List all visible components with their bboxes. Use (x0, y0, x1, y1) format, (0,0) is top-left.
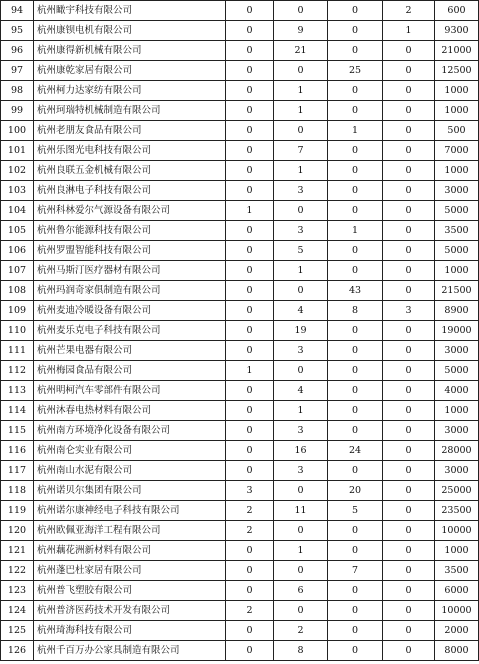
total-amount-cell: 2000 (435, 621, 479, 641)
count-c-cell: 25 (328, 61, 383, 81)
table-row (1, 401, 479, 421)
count-a-cell: 0 (226, 141, 274, 161)
count-d-cell: 0 (383, 441, 435, 461)
total-amount-cell: 600 (435, 1, 479, 21)
count-c-cell: 0 (328, 601, 383, 621)
count-a-cell: 0 (226, 121, 274, 141)
company-name-cell: 杭州罗盟智能科技有限公司 (34, 241, 226, 261)
count-b-cell: 0 (274, 61, 328, 81)
count-b-cell: 1 (274, 101, 328, 121)
count-c-cell: 0 (328, 361, 383, 381)
table-row (1, 241, 479, 261)
company-name-cell: 杭州普飞塑胶有限公司 (34, 581, 226, 601)
count-d-cell: 1 (383, 21, 435, 41)
table-row (1, 101, 479, 121)
count-d-cell: 0 (383, 501, 435, 521)
count-c-cell: 0 (328, 321, 383, 341)
count-d-cell: 0 (383, 61, 435, 81)
count-a-cell: 0 (226, 641, 274, 661)
count-a-cell: 0 (226, 181, 274, 201)
count-d-cell: 0 (383, 381, 435, 401)
row-number-cell: 122 (1, 561, 34, 581)
table-row (1, 641, 479, 661)
count-b-cell: 1 (274, 401, 328, 421)
table-row (1, 461, 479, 481)
count-b-cell: 3 (274, 421, 328, 441)
count-b-cell: 0 (274, 561, 328, 581)
count-a-cell: 0 (226, 461, 274, 481)
company-name-cell: 杭州乐图光电科技有限公司 (34, 141, 226, 161)
table-row (1, 161, 479, 181)
total-amount-cell: 25000 (435, 481, 479, 501)
total-amount-cell: 10000 (435, 601, 479, 621)
count-c-cell: 7 (328, 561, 383, 581)
row-number-cell: 124 (1, 601, 34, 621)
table-row (1, 61, 479, 81)
company-name-cell: 杭州康钡电机有限公司 (34, 21, 226, 41)
company-name-cell: 杭州康得新机械有限公司 (34, 41, 226, 61)
company-name-cell: 杭州柯力达家纺有限公司 (34, 81, 226, 101)
total-amount-cell: 3000 (435, 421, 479, 441)
table-row (1, 41, 479, 61)
count-a-cell: 0 (226, 341, 274, 361)
count-b-cell: 3 (274, 181, 328, 201)
total-amount-cell: 3000 (435, 461, 479, 481)
count-a-cell: 0 (226, 401, 274, 421)
row-number-cell: 116 (1, 441, 34, 461)
company-name-cell: 杭州南方环境净化设备有限公司 (34, 421, 226, 441)
count-b-cell: 11 (274, 501, 328, 521)
count-a-cell: 0 (226, 581, 274, 601)
count-c-cell: 0 (328, 1, 383, 21)
company-name-cell: 杭州老朋友食品有限公司 (34, 121, 226, 141)
total-amount-cell: 4000 (435, 381, 479, 401)
row-number-cell: 105 (1, 221, 34, 241)
count-a-cell: 3 (226, 481, 274, 501)
count-d-cell: 3 (383, 301, 435, 321)
row-number-cell: 108 (1, 281, 34, 301)
row-number-cell: 114 (1, 401, 34, 421)
table-row (1, 221, 479, 241)
table-row (1, 181, 479, 201)
row-number-cell: 103 (1, 181, 34, 201)
count-c-cell: 0 (328, 581, 383, 601)
total-amount-cell: 21000 (435, 41, 479, 61)
count-c-cell: 0 (328, 401, 383, 421)
company-name-cell: 杭州珂瑞特机械制造有限公司 (34, 101, 226, 121)
table-row (1, 281, 479, 301)
count-a-cell: 0 (226, 241, 274, 261)
total-amount-cell: 1000 (435, 401, 479, 421)
row-number-cell: 110 (1, 321, 34, 341)
table-row (1, 581, 479, 601)
count-c-cell: 0 (328, 521, 383, 541)
company-name-cell: 杭州芒果电器有限公司 (34, 341, 226, 361)
company-name-cell: 杭州南山水泥有限公司 (34, 461, 226, 481)
count-b-cell: 0 (274, 601, 328, 621)
count-b-cell: 3 (274, 461, 328, 481)
count-c-cell: 0 (328, 161, 383, 181)
count-b-cell: 1 (274, 261, 328, 281)
count-d-cell: 0 (383, 401, 435, 421)
count-c-cell: 0 (328, 181, 383, 201)
count-c-cell: 1 (328, 221, 383, 241)
table-row (1, 1, 479, 21)
count-d-cell: 0 (383, 461, 435, 481)
count-a-cell: 1 (226, 201, 274, 221)
company-name-cell: 杭州藕花洲新材料有限公司 (34, 541, 226, 561)
company-name-cell: 杭州梅园食品有限公司 (34, 361, 226, 381)
count-b-cell: 21 (274, 41, 328, 61)
count-c-cell: 0 (328, 261, 383, 281)
table-row (1, 521, 479, 541)
company-name-cell: 杭州鲁尔能源科技有限公司 (34, 221, 226, 241)
count-d-cell: 0 (383, 261, 435, 281)
total-amount-cell: 21500 (435, 281, 479, 301)
table-row (1, 81, 479, 101)
row-number-cell: 117 (1, 461, 34, 481)
row-number-cell: 96 (1, 41, 34, 61)
total-amount-cell: 5000 (435, 201, 479, 221)
count-d-cell: 0 (383, 181, 435, 201)
row-number-cell: 101 (1, 141, 34, 161)
count-a-cell: 2 (226, 601, 274, 621)
row-number-cell: 123 (1, 581, 34, 601)
company-name-cell: 杭州千百万办公家具制造有限公司 (34, 641, 226, 661)
table-row (1, 201, 479, 221)
total-amount-cell: 1000 (435, 541, 479, 561)
row-number-cell: 115 (1, 421, 34, 441)
table-row (1, 481, 479, 501)
count-d-cell: 0 (383, 81, 435, 101)
count-d-cell: 0 (383, 621, 435, 641)
count-a-cell: 0 (226, 321, 274, 341)
count-c-cell: 8 (328, 301, 383, 321)
count-a-cell: 0 (226, 261, 274, 281)
count-d-cell: 0 (383, 521, 435, 541)
count-d-cell: 0 (383, 101, 435, 121)
table-row (1, 21, 479, 41)
count-d-cell: 0 (383, 241, 435, 261)
row-number-cell: 97 (1, 61, 34, 81)
count-d-cell: 2 (383, 1, 435, 21)
count-b-cell: 0 (274, 361, 328, 381)
count-a-cell: 0 (226, 421, 274, 441)
total-amount-cell: 1000 (435, 161, 479, 181)
count-c-cell: 0 (328, 81, 383, 101)
count-c-cell: 0 (328, 201, 383, 221)
company-name-cell: 杭州马斯汀医疗器材有限公司 (34, 261, 226, 281)
company-name-cell: 杭州南仑实业有限公司 (34, 441, 226, 461)
count-c-cell: 0 (328, 621, 383, 641)
count-c-cell: 0 (328, 541, 383, 561)
total-amount-cell: 1000 (435, 261, 479, 281)
count-c-cell: 1 (328, 121, 383, 141)
count-d-cell: 0 (383, 541, 435, 561)
row-number-cell: 102 (1, 161, 34, 181)
count-d-cell: 0 (383, 581, 435, 601)
company-name-cell: 杭州麦乐克电子科技有限公司 (34, 321, 226, 341)
company-name-cell: 杭州科林爱尔气源设备有限公司 (34, 201, 226, 221)
count-b-cell: 5 (274, 241, 328, 261)
table-body (1, 1, 479, 661)
count-b-cell: 4 (274, 301, 328, 321)
count-b-cell: 1 (274, 161, 328, 181)
count-c-cell: 0 (328, 21, 383, 41)
count-b-cell: 0 (274, 201, 328, 221)
company-name-cell: 杭州康乾家居有限公司 (34, 61, 226, 81)
count-a-cell: 0 (226, 1, 274, 21)
company-name-cell: 杭州良淋电子科技有限公司 (34, 181, 226, 201)
total-amount-cell: 10000 (435, 521, 479, 541)
total-amount-cell: 6000 (435, 581, 479, 601)
count-d-cell: 0 (383, 321, 435, 341)
count-c-cell: 0 (328, 421, 383, 441)
count-c-cell: 43 (328, 281, 383, 301)
count-b-cell: 0 (274, 281, 328, 301)
table-row (1, 421, 479, 441)
table-row (1, 381, 479, 401)
count-b-cell: 6 (274, 581, 328, 601)
count-a-cell: 0 (226, 41, 274, 61)
count-d-cell: 0 (383, 421, 435, 441)
table-row (1, 261, 479, 281)
count-c-cell: 0 (328, 241, 383, 261)
total-amount-cell: 19000 (435, 321, 479, 341)
total-amount-cell: 8000 (435, 641, 479, 661)
row-number-cell: 109 (1, 301, 34, 321)
count-a-cell: 0 (226, 61, 274, 81)
total-amount-cell: 3500 (435, 561, 479, 581)
count-b-cell: 8 (274, 641, 328, 661)
count-c-cell: 0 (328, 381, 383, 401)
count-d-cell: 0 (383, 281, 435, 301)
count-d-cell: 0 (383, 161, 435, 181)
count-c-cell: 24 (328, 441, 383, 461)
count-a-cell: 0 (226, 81, 274, 101)
row-number-cell: 107 (1, 261, 34, 281)
total-amount-cell: 1000 (435, 81, 479, 101)
count-c-cell: 0 (328, 141, 383, 161)
company-name-cell: 杭州琦海科技有限公司 (34, 621, 226, 641)
count-a-cell: 0 (226, 441, 274, 461)
table-row (1, 601, 479, 621)
count-d-cell: 0 (383, 201, 435, 221)
count-a-cell: 0 (226, 541, 274, 561)
count-a-cell: 2 (226, 521, 274, 541)
table-row (1, 121, 479, 141)
company-name-cell: 杭州欧佩亚海洋工程有限公司 (34, 521, 226, 541)
count-c-cell: 20 (328, 481, 383, 501)
total-amount-cell: 28000 (435, 441, 479, 461)
count-b-cell: 3 (274, 341, 328, 361)
company-name-cell: 杭州诺贝尔集团有限公司 (34, 481, 226, 501)
count-a-cell: 0 (226, 301, 274, 321)
row-number-cell: 99 (1, 101, 34, 121)
company-name-cell: 杭州诺尔康神经电子科技有限公司 (34, 501, 226, 521)
table-row (1, 321, 479, 341)
count-d-cell: 0 (383, 221, 435, 241)
row-number-cell: 120 (1, 521, 34, 541)
table-row (1, 341, 479, 361)
count-d-cell: 0 (383, 121, 435, 141)
count-b-cell: 0 (274, 1, 328, 21)
count-a-cell: 0 (226, 561, 274, 581)
row-number-cell: 95 (1, 21, 34, 41)
company-name-cell: 杭州蓬巴杜家居有限公司 (34, 561, 226, 581)
company-name-cell: 杭州麦迪冷暖设备有限公司 (34, 301, 226, 321)
row-number-cell: 126 (1, 641, 34, 661)
total-amount-cell: 3000 (435, 341, 479, 361)
table-row (1, 561, 479, 581)
total-amount-cell: 5000 (435, 241, 479, 261)
total-amount-cell: 12500 (435, 61, 479, 81)
row-number-cell: 111 (1, 341, 34, 361)
total-amount-cell: 3500 (435, 221, 479, 241)
row-number-cell: 100 (1, 121, 34, 141)
total-amount-cell: 7000 (435, 141, 479, 161)
count-a-cell: 0 (226, 381, 274, 401)
company-name-cell: 杭州玛润奇家俱制造有限公司 (34, 281, 226, 301)
total-amount-cell: 8900 (435, 301, 479, 321)
total-amount-cell: 23500 (435, 501, 479, 521)
table-row (1, 361, 479, 381)
count-d-cell: 0 (383, 41, 435, 61)
count-b-cell: 3 (274, 221, 328, 241)
count-a-cell: 0 (226, 21, 274, 41)
count-d-cell: 0 (383, 561, 435, 581)
count-b-cell: 1 (274, 81, 328, 101)
count-c-cell: 0 (328, 41, 383, 61)
row-number-cell: 106 (1, 241, 34, 261)
total-amount-cell: 9300 (435, 21, 479, 41)
count-d-cell: 0 (383, 141, 435, 161)
count-b-cell: 19 (274, 321, 328, 341)
count-b-cell: 1 (274, 541, 328, 561)
count-c-cell: 5 (328, 501, 383, 521)
row-number-cell: 118 (1, 481, 34, 501)
count-a-cell: 2 (226, 501, 274, 521)
row-number-cell: 104 (1, 201, 34, 221)
count-a-cell: 0 (226, 101, 274, 121)
total-amount-cell: 3000 (435, 181, 479, 201)
row-number-cell: 125 (1, 621, 34, 641)
total-amount-cell: 1000 (435, 101, 479, 121)
company-name-cell: 杭州沐春电热材料有限公司 (34, 401, 226, 421)
count-a-cell: 0 (226, 281, 274, 301)
total-amount-cell: 5000 (435, 361, 479, 381)
count-d-cell: 0 (383, 641, 435, 661)
row-number-cell: 113 (1, 381, 34, 401)
table-row (1, 141, 479, 161)
company-name-cell: 杭州普济医药技术开发有限公司 (34, 601, 226, 621)
table-row (1, 301, 479, 321)
count-c-cell: 0 (328, 101, 383, 121)
table-row (1, 501, 479, 521)
table-row (1, 541, 479, 561)
count-b-cell: 0 (274, 121, 328, 141)
count-d-cell: 0 (383, 601, 435, 621)
count-d-cell: 0 (383, 341, 435, 361)
count-c-cell: 0 (328, 641, 383, 661)
count-b-cell: 2 (274, 621, 328, 641)
table-row (1, 621, 479, 641)
count-a-cell: 0 (226, 621, 274, 641)
count-b-cell: 7 (274, 141, 328, 161)
row-number-cell: 94 (1, 1, 34, 21)
table-row (1, 441, 479, 461)
count-c-cell: 0 (328, 461, 383, 481)
count-a-cell: 1 (226, 361, 274, 381)
total-amount-cell: 500 (435, 121, 479, 141)
count-b-cell: 16 (274, 441, 328, 461)
row-number-cell: 119 (1, 501, 34, 521)
count-b-cell: 0 (274, 481, 328, 501)
count-b-cell: 4 (274, 381, 328, 401)
row-number-cell: 121 (1, 541, 34, 561)
row-number-cell: 112 (1, 361, 34, 381)
count-d-cell: 0 (383, 481, 435, 501)
count-a-cell: 0 (226, 221, 274, 241)
company-name-cell: 杭州明柯汽车零部件有限公司 (34, 381, 226, 401)
count-d-cell: 0 (383, 361, 435, 381)
company-name-cell: 杭州良联五金机械有限公司 (34, 161, 226, 181)
count-c-cell: 0 (328, 341, 383, 361)
count-b-cell: 0 (274, 521, 328, 541)
row-number-cell: 98 (1, 81, 34, 101)
company-name-cell: 杭州瞰宇科技有限公司 (34, 1, 226, 21)
count-b-cell: 9 (274, 21, 328, 41)
count-a-cell: 0 (226, 161, 274, 181)
